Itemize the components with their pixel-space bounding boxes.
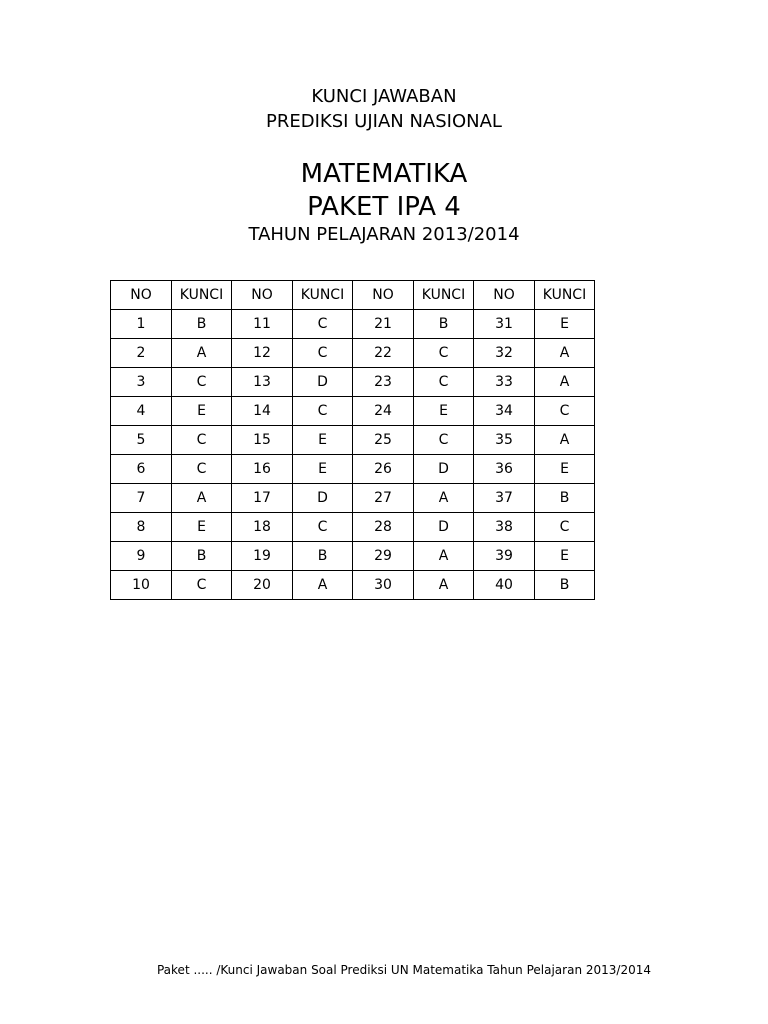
question-number-cell: 27: [353, 484, 414, 513]
question-number-cell: 32: [474, 339, 535, 368]
answer-key-cell: B: [293, 542, 353, 571]
answer-key-cell: E: [535, 310, 595, 339]
question-number-cell: 38: [474, 513, 535, 542]
answer-key-table: [110, 280, 595, 600]
question-number-cell: 3: [111, 368, 172, 397]
question-number-cell: 5: [111, 426, 172, 455]
question-number-cell: 7: [111, 484, 172, 513]
answer-key-cell: E: [293, 426, 353, 455]
answer-key-cell: E: [293, 455, 353, 484]
question-number-cell: 2: [111, 339, 172, 368]
answer-key-cell: D: [414, 455, 474, 484]
question-number-cell: 9: [111, 542, 172, 571]
question-number-cell: 21: [353, 310, 414, 339]
table-row: [111, 542, 595, 571]
answer-key-cell: C: [414, 426, 474, 455]
answer-key-cell: B: [535, 571, 595, 600]
subject-title: MATEMATIKA: [300, 159, 468, 189]
question-number-cell: 26: [353, 455, 414, 484]
answer-key-cell: D: [414, 513, 474, 542]
answer-key-cell: A: [414, 542, 474, 571]
question-number-cell: 8: [111, 513, 172, 542]
question-number-cell: 12: [232, 339, 293, 368]
answer-key-cell: C: [293, 310, 353, 339]
answer-key-cell: B: [172, 310, 232, 339]
question-number-cell: 36: [474, 455, 535, 484]
package-title: PAKET IPA 4: [307, 192, 461, 222]
question-number-cell: 14: [232, 397, 293, 426]
answer-key-cell: C: [414, 368, 474, 397]
answer-key-cell: E: [172, 397, 232, 426]
question-number-cell: 10: [111, 571, 172, 600]
question-number-cell: 18: [232, 513, 293, 542]
question-number-cell: 35: [474, 426, 535, 455]
question-number-cell: 6: [111, 455, 172, 484]
document-heading-answer-key: KUNCI JAWABAN: [311, 86, 457, 107]
table-row: [111, 513, 595, 542]
page-footer: Paket ..... /Kunci Jawaban Soal Prediksi UN Matematika Tahun Pelajaran 2013/2014: [156, 963, 651, 977]
document-heading-exam-name: PREDIKSI UJIAN NASIONAL: [266, 111, 502, 132]
question-number-cell: 31: [474, 310, 535, 339]
answer-key-cell: C: [172, 368, 232, 397]
question-number-cell: 20: [232, 571, 293, 600]
answer-key-cell: A: [535, 339, 595, 368]
table-row: [111, 426, 595, 455]
answer-key-cell: D: [293, 484, 353, 513]
question-number-cell: 13: [232, 368, 293, 397]
question-number-cell: 37: [474, 484, 535, 513]
question-number-cell: 25: [353, 426, 414, 455]
question-number-cell: 29: [353, 542, 414, 571]
table-body: [111, 310, 595, 600]
answer-key-cell: B: [535, 484, 595, 513]
answer-key-cell: C: [172, 426, 232, 455]
table-row: [111, 339, 595, 368]
question-number-cell: 15: [232, 426, 293, 455]
column-header-no: NO: [111, 281, 172, 310]
answer-key-cell: E: [414, 397, 474, 426]
question-number-cell: 24: [353, 397, 414, 426]
table-row: [111, 368, 595, 397]
table-row: [111, 571, 595, 600]
answer-key-cell: E: [535, 455, 595, 484]
question-number-cell: 11: [232, 310, 293, 339]
question-number-cell: 39: [474, 542, 535, 571]
table-row: [111, 397, 595, 426]
answer-key-cell: E: [535, 542, 595, 571]
column-header-no: NO: [474, 281, 535, 310]
column-header-kunci: KUNCI: [293, 281, 353, 310]
answer-key-cell: E: [172, 513, 232, 542]
question-number-cell: 4: [111, 397, 172, 426]
question-number-cell: 23: [353, 368, 414, 397]
answer-key-cell: A: [172, 484, 232, 513]
answer-key-cell: C: [414, 339, 474, 368]
answer-key-cell: B: [172, 542, 232, 571]
answer-key-cell: B: [414, 310, 474, 339]
answer-key-cell: C: [172, 571, 232, 600]
answer-key-cell: C: [535, 397, 595, 426]
table-row: [111, 310, 595, 339]
question-number-cell: 40: [474, 571, 535, 600]
answer-key-cell: D: [293, 368, 353, 397]
column-header-kunci: KUNCI: [535, 281, 595, 310]
column-header-kunci: KUNCI: [172, 281, 232, 310]
question-number-cell: 16: [232, 455, 293, 484]
table-row: [111, 484, 595, 513]
question-number-cell: 30: [353, 571, 414, 600]
answer-key-cell: A: [414, 484, 474, 513]
answer-key-cell: A: [172, 339, 232, 368]
column-header-kunci: KUNCI: [414, 281, 474, 310]
column-header-no: NO: [353, 281, 414, 310]
answer-key-cell: C: [535, 513, 595, 542]
question-number-cell: 19: [232, 542, 293, 571]
answer-key-cell: A: [535, 368, 595, 397]
question-number-cell: 1: [111, 310, 172, 339]
question-number-cell: 28: [353, 513, 414, 542]
answer-key-cell: A: [414, 571, 474, 600]
answer-key-cell: C: [293, 397, 353, 426]
academic-year: TAHUN PELAJARAN 2013/2014: [248, 224, 520, 245]
table-row: [111, 455, 595, 484]
answer-key-cell: A: [535, 426, 595, 455]
table-header-row: [111, 281, 595, 310]
answer-key-cell: C: [293, 339, 353, 368]
column-header-no: NO: [232, 281, 293, 310]
question-number-cell: 34: [474, 397, 535, 426]
question-number-cell: 22: [353, 339, 414, 368]
answer-key-cell: C: [172, 455, 232, 484]
answer-key-cell: C: [293, 513, 353, 542]
question-number-cell: 17: [232, 484, 293, 513]
question-number-cell: 33: [474, 368, 535, 397]
answer-key-cell: A: [293, 571, 353, 600]
